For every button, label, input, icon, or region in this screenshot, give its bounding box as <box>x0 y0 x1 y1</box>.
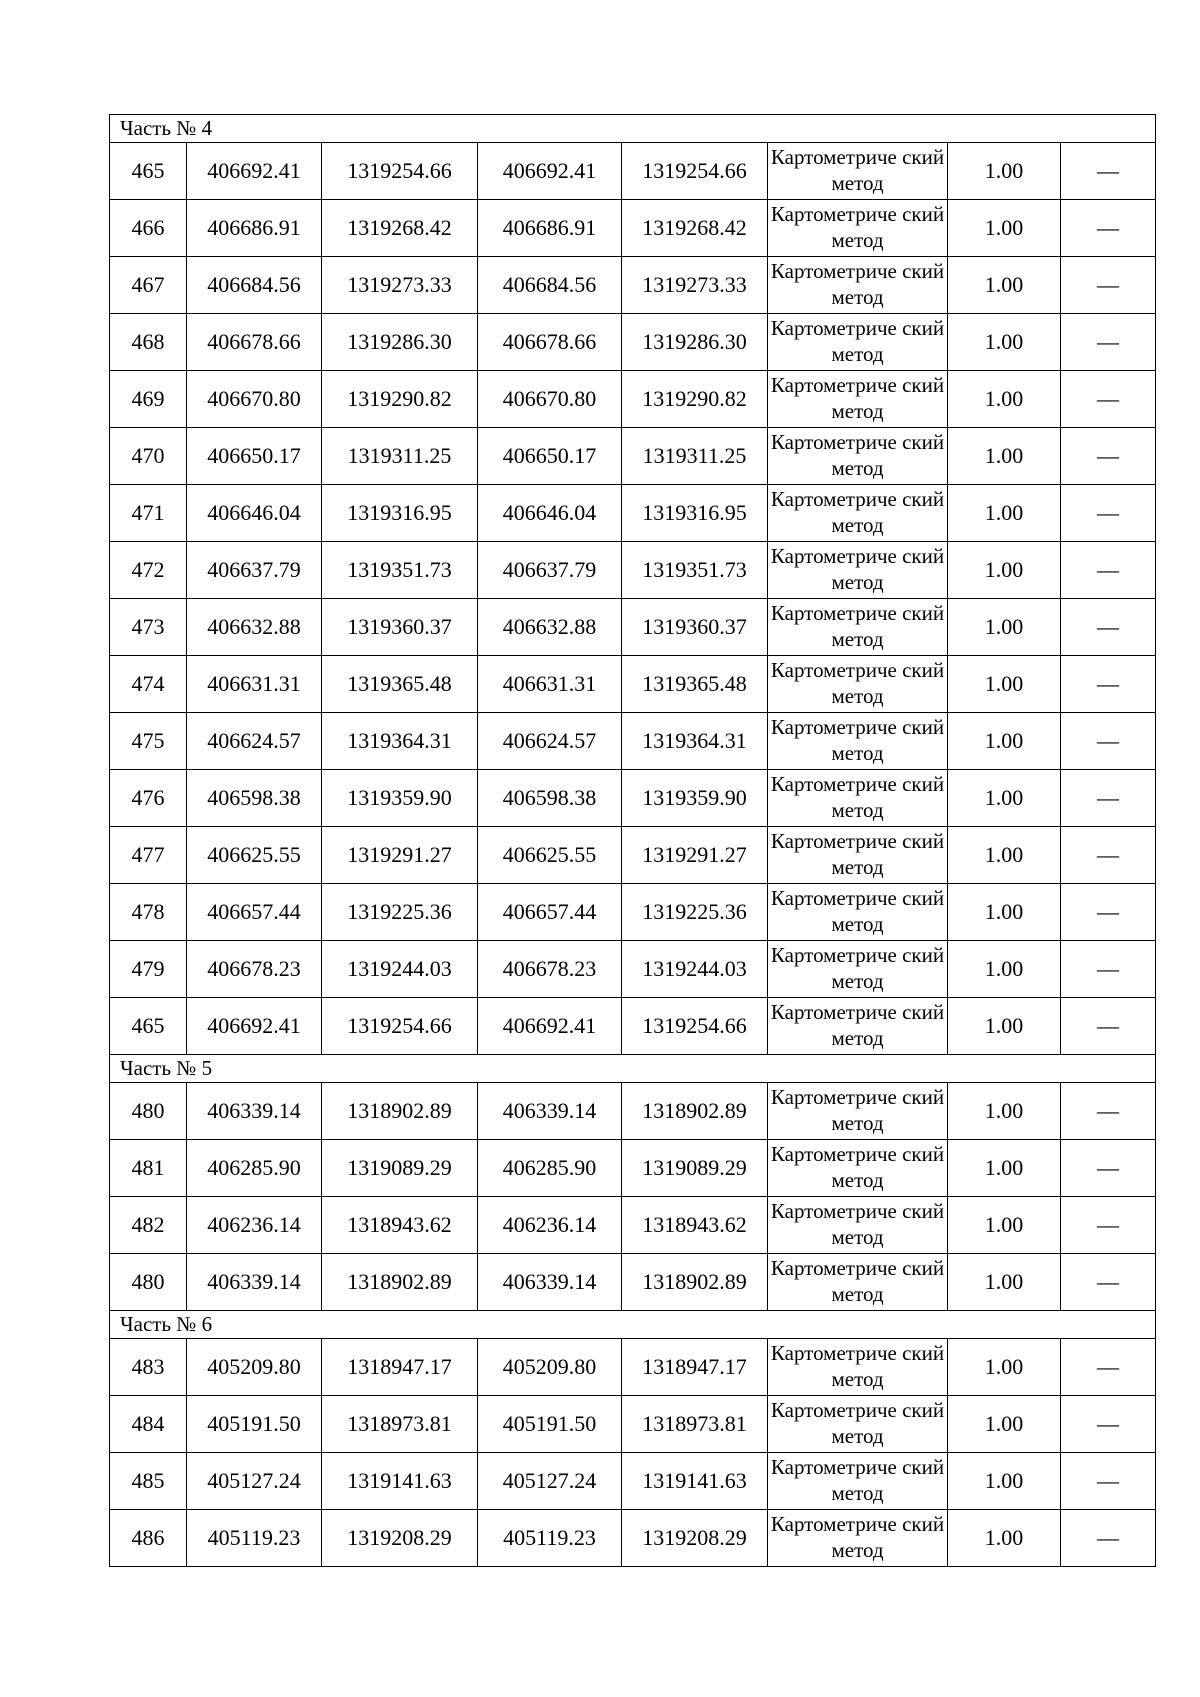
x-existing-cell: 406339.14 <box>187 1083 322 1140</box>
point-number-cell: 465 <box>110 143 187 200</box>
method-cell: Картометриче ский метод <box>768 1083 948 1140</box>
x-existing-cell: 406684.56 <box>187 257 322 314</box>
note-cell: — <box>1061 827 1156 884</box>
accuracy-cell: 1.00 <box>948 713 1061 770</box>
note-cell: — <box>1061 1254 1156 1311</box>
x-refined-cell: 406598.38 <box>478 770 622 827</box>
y-refined-cell: 1319360.37 <box>622 599 768 656</box>
y-existing-cell: 1319254.66 <box>322 998 478 1055</box>
method-cell: Картометриче ский метод <box>768 713 948 770</box>
y-existing-cell: 1319290.82 <box>322 371 478 428</box>
method-cell: Картометриче ский метод <box>768 941 948 998</box>
method-cell: Картометриче ский метод <box>768 428 948 485</box>
x-existing-cell: 406678.23 <box>187 941 322 998</box>
y-refined-cell: 1319290.82 <box>622 371 768 428</box>
note-cell: — <box>1061 542 1156 599</box>
x-refined-cell: 405127.24 <box>478 1453 622 1510</box>
y-refined-cell: 1319359.90 <box>622 770 768 827</box>
table-row <box>110 257 1156 314</box>
y-existing-cell: 1319273.33 <box>322 257 478 314</box>
note-cell: — <box>1061 713 1156 770</box>
note-cell: — <box>1061 656 1156 713</box>
accuracy-cell: 1.00 <box>948 542 1061 599</box>
table-row <box>110 200 1156 257</box>
point-number-cell: 470 <box>110 428 187 485</box>
point-number-cell: 475 <box>110 713 187 770</box>
table-row <box>110 1339 1156 1396</box>
note-cell: — <box>1061 428 1156 485</box>
point-number-cell: 469 <box>110 371 187 428</box>
point-number-cell: 474 <box>110 656 187 713</box>
table-row <box>110 599 1156 656</box>
y-refined-cell: 1319286.30 <box>622 314 768 371</box>
point-number-cell: 476 <box>110 770 187 827</box>
y-existing-cell: 1319244.03 <box>322 941 478 998</box>
point-number-cell: 481 <box>110 1140 187 1197</box>
x-existing-cell: 406632.88 <box>187 599 322 656</box>
accuracy-cell: 1.00 <box>948 428 1061 485</box>
method-cell: Картометриче ский метод <box>768 485 948 542</box>
y-refined-cell: 1319268.42 <box>622 200 768 257</box>
y-refined-cell: 1319254.66 <box>622 998 768 1055</box>
x-existing-cell: 406637.79 <box>187 542 322 599</box>
point-number-cell: 471 <box>110 485 187 542</box>
x-existing-cell: 405127.24 <box>187 1453 322 1510</box>
method-cell: Картометриче ский метод <box>768 1396 948 1453</box>
point-number-cell: 483 <box>110 1339 187 1396</box>
table-row <box>110 1197 1156 1254</box>
note-cell: — <box>1061 998 1156 1055</box>
table-row <box>110 713 1156 770</box>
accuracy-cell: 1.00 <box>948 656 1061 713</box>
point-number-cell: 472 <box>110 542 187 599</box>
note-cell: — <box>1061 371 1156 428</box>
x-refined-cell: 406624.57 <box>478 713 622 770</box>
y-refined-cell: 1318943.62 <box>622 1197 768 1254</box>
accuracy-cell: 1.00 <box>948 371 1061 428</box>
x-refined-cell: 406637.79 <box>478 542 622 599</box>
y-refined-cell: 1319273.33 <box>622 257 768 314</box>
y-existing-cell: 1319365.48 <box>322 656 478 713</box>
accuracy-cell: 1.00 <box>948 827 1061 884</box>
method-cell: Картометриче ский метод <box>768 656 948 713</box>
y-refined-cell: 1319365.48 <box>622 656 768 713</box>
x-refined-cell: 406686.91 <box>478 200 622 257</box>
accuracy-cell: 1.00 <box>948 884 1061 941</box>
accuracy-cell: 1.00 <box>948 941 1061 998</box>
part-label: Часть № 5 <box>110 1055 1156 1083</box>
y-existing-cell: 1318902.89 <box>322 1254 478 1311</box>
y-refined-cell: 1319141.63 <box>622 1453 768 1510</box>
x-existing-cell: 406692.41 <box>187 143 322 200</box>
point-number-cell: 467 <box>110 257 187 314</box>
x-refined-cell: 406339.14 <box>478 1083 622 1140</box>
y-existing-cell: 1318943.62 <box>322 1197 478 1254</box>
method-cell: Картометриче ский метод <box>768 1140 948 1197</box>
x-existing-cell: 406339.14 <box>187 1254 322 1311</box>
accuracy-cell: 1.00 <box>948 1453 1061 1510</box>
accuracy-cell: 1.00 <box>948 1254 1061 1311</box>
x-refined-cell: 406670.80 <box>478 371 622 428</box>
method-cell: Картометриче ский метод <box>768 314 948 371</box>
y-existing-cell: 1319286.30 <box>322 314 478 371</box>
x-existing-cell: 405191.50 <box>187 1396 322 1453</box>
note-cell: — <box>1061 1339 1156 1396</box>
point-number-cell: 480 <box>110 1083 187 1140</box>
x-refined-cell: 406236.14 <box>478 1197 622 1254</box>
point-number-cell: 478 <box>110 884 187 941</box>
y-refined-cell: 1319089.29 <box>622 1140 768 1197</box>
y-existing-cell: 1319268.42 <box>322 200 478 257</box>
x-existing-cell: 405119.23 <box>187 1510 322 1567</box>
x-refined-cell: 405209.80 <box>478 1339 622 1396</box>
point-number-cell: 473 <box>110 599 187 656</box>
y-refined-cell: 1319291.27 <box>622 827 768 884</box>
point-number-cell: 477 <box>110 827 187 884</box>
x-existing-cell: 405209.80 <box>187 1339 322 1396</box>
accuracy-cell: 1.00 <box>948 314 1061 371</box>
point-number-cell: 468 <box>110 314 187 371</box>
method-cell: Картометриче ский метод <box>768 1197 948 1254</box>
table-row <box>110 827 1156 884</box>
point-number-cell: 480 <box>110 1254 187 1311</box>
table-row <box>110 314 1156 371</box>
note-cell: — <box>1061 143 1156 200</box>
accuracy-cell: 1.00 <box>948 1197 1061 1254</box>
x-refined-cell: 406678.23 <box>478 941 622 998</box>
y-refined-cell: 1318902.89 <box>622 1254 768 1311</box>
y-refined-cell: 1319316.95 <box>622 485 768 542</box>
note-cell: — <box>1061 599 1156 656</box>
y-refined-cell: 1319254.66 <box>622 143 768 200</box>
note-cell: — <box>1061 1083 1156 1140</box>
accuracy-cell: 1.00 <box>948 998 1061 1055</box>
method-cell: Картометриче ский метод <box>768 599 948 656</box>
x-refined-cell: 406692.41 <box>478 143 622 200</box>
method-cell: Картометриче ский метод <box>768 998 948 1055</box>
point-number-cell: 484 <box>110 1396 187 1453</box>
method-cell: Картометриче ский метод <box>768 884 948 941</box>
table-row <box>110 143 1156 200</box>
x-existing-cell: 406236.14 <box>187 1197 322 1254</box>
x-existing-cell: 406670.80 <box>187 371 322 428</box>
method-cell: Картометриче ский метод <box>768 827 948 884</box>
table-row <box>110 770 1156 827</box>
note-cell: — <box>1061 941 1156 998</box>
part-header-row <box>110 1311 1156 1339</box>
accuracy-cell: 1.00 <box>948 1510 1061 1567</box>
y-refined-cell: 1318947.17 <box>622 1339 768 1396</box>
note-cell: — <box>1061 314 1156 371</box>
x-refined-cell: 405191.50 <box>478 1396 622 1453</box>
table-row <box>110 998 1156 1055</box>
table-row <box>110 1254 1156 1311</box>
note-cell: — <box>1061 200 1156 257</box>
table-row <box>110 371 1156 428</box>
note-cell: — <box>1061 1510 1156 1567</box>
accuracy-cell: 1.00 <box>948 1396 1061 1453</box>
table-row <box>110 941 1156 998</box>
point-number-cell: 485 <box>110 1453 187 1510</box>
x-refined-cell: 406625.55 <box>478 827 622 884</box>
accuracy-cell: 1.00 <box>948 599 1061 656</box>
point-number-cell: 482 <box>110 1197 187 1254</box>
point-number-cell: 479 <box>110 941 187 998</box>
y-existing-cell: 1319291.27 <box>322 827 478 884</box>
y-existing-cell: 1319360.37 <box>322 599 478 656</box>
part-label: Часть № 4 <box>110 115 1156 143</box>
table-row <box>110 542 1156 599</box>
y-existing-cell: 1319364.31 <box>322 713 478 770</box>
x-existing-cell: 406624.57 <box>187 713 322 770</box>
note-cell: — <box>1061 257 1156 314</box>
point-number-cell: 466 <box>110 200 187 257</box>
y-refined-cell: 1318973.81 <box>622 1396 768 1453</box>
accuracy-cell: 1.00 <box>948 770 1061 827</box>
table-body <box>110 115 1156 1567</box>
accuracy-cell: 1.00 <box>948 1083 1061 1140</box>
table-row <box>110 1453 1156 1510</box>
x-existing-cell: 406285.90 <box>187 1140 322 1197</box>
x-refined-cell: 406678.66 <box>478 314 622 371</box>
y-refined-cell: 1319244.03 <box>622 941 768 998</box>
table-row <box>110 1140 1156 1197</box>
y-existing-cell: 1318973.81 <box>322 1396 478 1453</box>
table-row <box>110 1510 1156 1567</box>
method-cell: Картометриче ский метод <box>768 542 948 599</box>
y-existing-cell: 1319254.66 <box>322 143 478 200</box>
x-existing-cell: 406678.66 <box>187 314 322 371</box>
table-row <box>110 428 1156 485</box>
method-cell: Картометриче ский метод <box>768 371 948 428</box>
note-cell: — <box>1061 1453 1156 1510</box>
x-existing-cell: 406692.41 <box>187 998 322 1055</box>
x-refined-cell: 406285.90 <box>478 1140 622 1197</box>
table-row <box>110 656 1156 713</box>
x-existing-cell: 406598.38 <box>187 770 322 827</box>
x-refined-cell: 405119.23 <box>478 1510 622 1567</box>
note-cell: — <box>1061 770 1156 827</box>
x-refined-cell: 406631.31 <box>478 656 622 713</box>
accuracy-cell: 1.00 <box>948 1140 1061 1197</box>
y-existing-cell: 1319225.36 <box>322 884 478 941</box>
x-existing-cell: 406631.31 <box>187 656 322 713</box>
accuracy-cell: 1.00 <box>948 143 1061 200</box>
y-existing-cell: 1319089.29 <box>322 1140 478 1197</box>
note-cell: — <box>1061 485 1156 542</box>
y-refined-cell: 1319351.73 <box>622 542 768 599</box>
accuracy-cell: 1.00 <box>948 1339 1061 1396</box>
method-cell: Картометриче ский метод <box>768 257 948 314</box>
y-existing-cell: 1319316.95 <box>322 485 478 542</box>
table-row <box>110 1396 1156 1453</box>
y-refined-cell: 1319208.29 <box>622 1510 768 1567</box>
x-refined-cell: 406650.17 <box>478 428 622 485</box>
accuracy-cell: 1.00 <box>948 257 1061 314</box>
method-cell: Картометриче ский метод <box>768 200 948 257</box>
method-cell: Картометриче ский метод <box>768 1339 948 1396</box>
y-refined-cell: 1319311.25 <box>622 428 768 485</box>
y-existing-cell: 1319208.29 <box>322 1510 478 1567</box>
note-cell: — <box>1061 884 1156 941</box>
x-refined-cell: 406632.88 <box>478 599 622 656</box>
part-label: Часть № 6 <box>110 1311 1156 1339</box>
x-existing-cell: 406625.55 <box>187 827 322 884</box>
x-existing-cell: 406686.91 <box>187 200 322 257</box>
method-cell: Картометриче ский метод <box>768 1453 948 1510</box>
part-header-row <box>110 115 1156 143</box>
y-existing-cell: 1319141.63 <box>322 1453 478 1510</box>
y-refined-cell: 1319225.36 <box>622 884 768 941</box>
table-row <box>110 485 1156 542</box>
coordinates-table <box>109 114 1156 1567</box>
method-cell: Картометриче ский метод <box>768 1510 948 1567</box>
y-refined-cell: 1319364.31 <box>622 713 768 770</box>
y-refined-cell: 1318902.89 <box>622 1083 768 1140</box>
y-existing-cell: 1319311.25 <box>322 428 478 485</box>
point-number-cell: 486 <box>110 1510 187 1567</box>
x-existing-cell: 406657.44 <box>187 884 322 941</box>
table-row <box>110 1083 1156 1140</box>
x-refined-cell: 406692.41 <box>478 998 622 1055</box>
accuracy-cell: 1.00 <box>948 200 1061 257</box>
note-cell: — <box>1061 1396 1156 1453</box>
method-cell: Картометриче ский метод <box>768 143 948 200</box>
x-refined-cell: 406684.56 <box>478 257 622 314</box>
note-cell: — <box>1061 1140 1156 1197</box>
x-refined-cell: 406657.44 <box>478 884 622 941</box>
y-existing-cell: 1319359.90 <box>322 770 478 827</box>
table-row <box>110 884 1156 941</box>
point-number-cell: 465 <box>110 998 187 1055</box>
y-existing-cell: 1318947.17 <box>322 1339 478 1396</box>
method-cell: Картометриче ский метод <box>768 770 948 827</box>
part-header-row <box>110 1055 1156 1083</box>
x-existing-cell: 406650.17 <box>187 428 322 485</box>
note-cell: — <box>1061 1197 1156 1254</box>
accuracy-cell: 1.00 <box>948 485 1061 542</box>
x-refined-cell: 406646.04 <box>478 485 622 542</box>
x-existing-cell: 406646.04 <box>187 485 322 542</box>
x-refined-cell: 406339.14 <box>478 1254 622 1311</box>
method-cell: Картометриче ский метод <box>768 1254 948 1311</box>
y-existing-cell: 1319351.73 <box>322 542 478 599</box>
y-existing-cell: 1318902.89 <box>322 1083 478 1140</box>
